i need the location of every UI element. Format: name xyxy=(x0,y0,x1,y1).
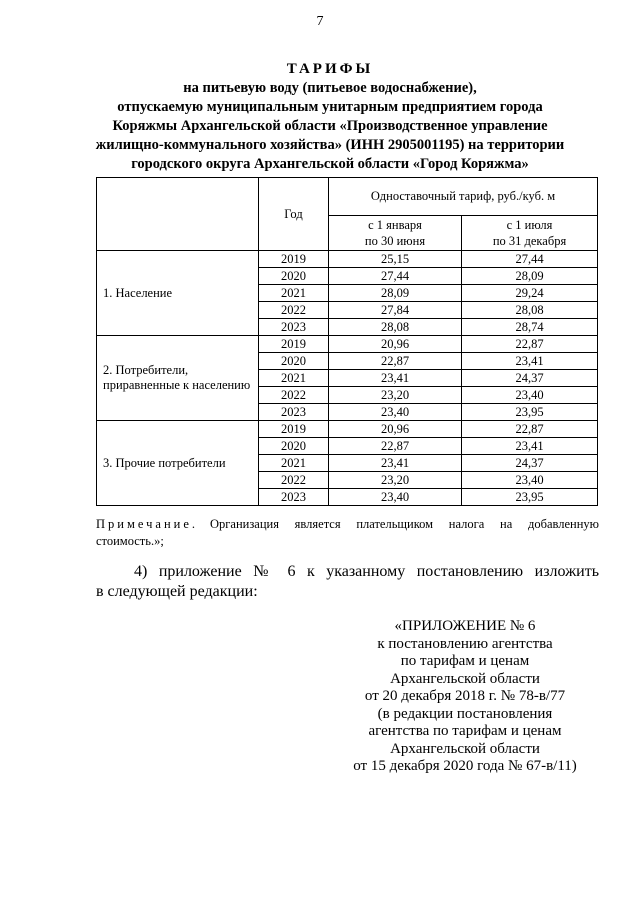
period-1-line-1: с 1 января xyxy=(368,218,422,232)
header-period-2 xyxy=(462,216,598,251)
tariff-h2-cell: 23,95 xyxy=(462,489,598,506)
appendix-line: «ПРИЛОЖЕНИЕ № 6 xyxy=(394,618,536,634)
appendix-line: от 15 декабря 2020 года № 67-в/11) xyxy=(353,758,577,774)
table-note xyxy=(96,516,599,550)
period-2-line-1: с 1 июля xyxy=(506,218,553,232)
year-cell: 2022 xyxy=(259,387,329,404)
appendix-line: агентства по тарифам и ценам xyxy=(368,723,562,739)
tariff-h1-cell: 28,09 xyxy=(329,285,462,302)
document-title xyxy=(60,60,600,174)
tariff-h2-cell: 24,37 xyxy=(462,370,598,387)
category-label: приравненные к населению xyxy=(103,378,251,392)
year-cell: 2020 xyxy=(259,438,329,455)
page-number: 7 xyxy=(316,14,324,29)
tariff-h2-cell: 23,95 xyxy=(462,404,598,421)
table-row xyxy=(97,336,598,353)
tariff-h2-cell: 28,74 xyxy=(462,319,598,336)
tariff-h1-cell: 23,20 xyxy=(329,472,462,489)
tariff-table-body xyxy=(97,251,598,506)
tariff-h1-cell: 28,08 xyxy=(329,319,462,336)
appendix-line: Архангельской области xyxy=(390,670,540,687)
tariff-h2-cell: 29,24 xyxy=(462,285,598,302)
year-cell: 2019 xyxy=(259,421,329,438)
year-cell: 2023 xyxy=(259,404,329,421)
paragraph-line-2: в следующей редакции: xyxy=(96,583,258,600)
year-cell: 2022 xyxy=(259,302,329,319)
table-row xyxy=(97,251,598,268)
category-cell xyxy=(97,421,259,506)
tariff-h1-cell: 23,20 xyxy=(329,387,462,404)
note-label: Примечание. xyxy=(96,517,199,531)
header-tariff: Одноставочный тариф, руб./куб. м xyxy=(329,178,598,216)
tariff-h2-cell: 23,40 xyxy=(462,472,598,489)
year-cell: 2020 xyxy=(259,353,329,370)
paragraph-line-1: 4) приложение № 6 к указанному постановлению изложить xyxy=(134,563,599,580)
appendix-header xyxy=(330,618,600,776)
tariff-h2-cell: 24,37 xyxy=(462,455,598,472)
tariff-h1-cell: 27,44 xyxy=(329,268,462,285)
year-cell: 2020 xyxy=(259,268,329,285)
tariff-h2-cell: 23,41 xyxy=(462,438,598,455)
tariff-h1-cell: 22,87 xyxy=(329,438,462,455)
header-year: Год xyxy=(259,178,329,251)
appendix-line: по тарифам и ценам xyxy=(400,653,530,669)
tariff-h1-cell: 20,96 xyxy=(329,336,462,353)
appendix-line: (в редакции постановления xyxy=(377,705,553,722)
year-cell: 2021 xyxy=(259,370,329,387)
tariff-h2-cell: 28,09 xyxy=(462,268,598,285)
year-cell: 2019 xyxy=(259,336,329,353)
tariff-h1-cell: 23,41 xyxy=(329,455,462,472)
amendment-paragraph xyxy=(96,562,599,602)
tariff-h2-cell: 27,44 xyxy=(462,251,598,268)
appendix-line: Архангельской области xyxy=(390,740,540,757)
title-line: Коряжмы Архангельской области «Производственное управление xyxy=(112,118,548,134)
tariff-h1-cell: 22,87 xyxy=(329,353,462,370)
tariff-h1-cell: 23,40 xyxy=(329,489,462,506)
title-line: жилищно-коммунального хозяйства» (ИНН 2905001195) на территории xyxy=(95,137,565,153)
tariff-h2-cell: 28,08 xyxy=(462,302,598,319)
year-cell: 2023 xyxy=(259,319,329,336)
tariff-h2-cell: 22,87 xyxy=(462,421,598,438)
header-empty-cell xyxy=(97,178,259,251)
tariff-h2-cell: 23,40 xyxy=(462,387,598,404)
year-cell: 2021 xyxy=(259,455,329,472)
tariff-h2-cell: 23,41 xyxy=(462,353,598,370)
appendix-line: к постановлению агентства xyxy=(377,635,553,652)
year-cell: 2021 xyxy=(259,285,329,302)
table-row xyxy=(97,421,598,438)
tariff-h2-cell: 22,87 xyxy=(462,336,598,353)
tariff-table xyxy=(96,177,598,506)
year-cell: 2019 xyxy=(259,251,329,268)
year-cell: 2023 xyxy=(259,489,329,506)
title-line: на питьевую воду (питьевое водоснабжение), xyxy=(183,80,477,96)
year-cell: 2022 xyxy=(259,472,329,489)
tariff-h1-cell: 23,40 xyxy=(329,404,462,421)
period-1-line-2: по 30 июня xyxy=(364,234,426,248)
title-heading: ТАРИФЫ xyxy=(286,61,374,77)
note-text: Организация является плательщиком налога на добавленную xyxy=(210,517,599,531)
title-line: городского округа Архангельской области «Город Коряжма» xyxy=(131,156,529,172)
period-2-line-2: по 31 декабря xyxy=(492,234,567,248)
category-label: 1. Население xyxy=(103,285,173,300)
tariff-h1-cell: 20,96 xyxy=(329,421,462,438)
category-label: 2. Потребители, xyxy=(103,363,189,377)
tariff-h1-cell: 25,15 xyxy=(329,251,462,268)
category-label: 3. Прочие потребители xyxy=(103,455,226,470)
note-text-continued: стоимость.»; xyxy=(96,534,164,548)
category-cell xyxy=(97,251,259,336)
appendix-line: от 20 декабря 2018 г. № 78-в/77 xyxy=(364,688,566,704)
category-cell xyxy=(97,336,259,421)
title-line: отпускаемую муниципальным унитарным предприятием города xyxy=(117,99,543,115)
header-period-1 xyxy=(329,216,462,251)
tariff-h1-cell: 27,84 xyxy=(329,302,462,319)
tariff-h1-cell: 23,41 xyxy=(329,370,462,387)
